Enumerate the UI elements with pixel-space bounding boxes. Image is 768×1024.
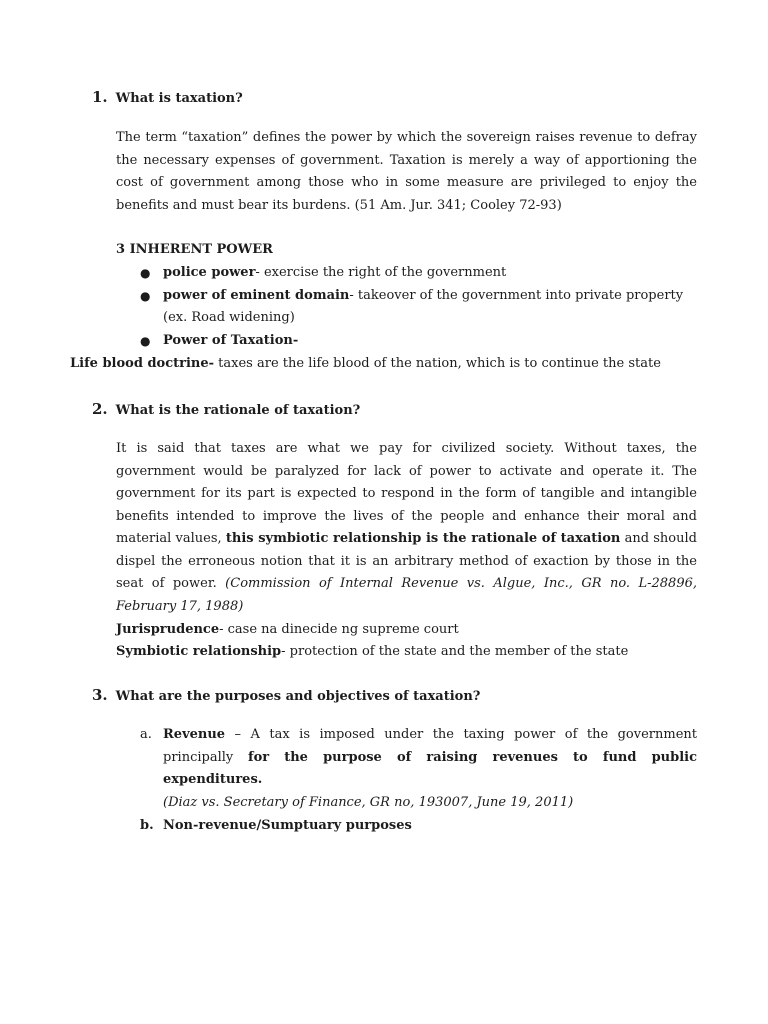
bullet-icon: ● — [140, 333, 151, 348]
purpose-a-label: a. — [140, 727, 152, 742]
question-2-heading — [92, 398, 360, 423]
question-1-heading — [92, 86, 243, 111]
bullet-desc: - takeover of the government into private property (ex. Road widening) — [163, 287, 684, 325]
bullet-icon: ● — [140, 266, 151, 280]
question-2-citation: (Commission of Internal Revenue vs. Algue, Inc., GR no. L-28896, February 17, 1988) — [116, 576, 697, 614]
bullet-desc: - exercise the right of the government — [255, 265, 507, 280]
list-item — [116, 330, 697, 353]
bullet-term: Power of Taxation- — [163, 332, 299, 348]
life-blood-doctrine — [70, 353, 690, 376]
inherent-power-list — [116, 262, 697, 352]
life-blood-desc: taxes are the life blood of the nation, which is to continue the state — [214, 356, 661, 371]
inherent-power-heading: 3 INHERENT POWER — [116, 242, 273, 257]
definition-jurisprudence: Jurisprudence- case na dinecide ng supreme court — [116, 622, 459, 637]
definition-symbiotic-relationship: Symbiotic relationship- protection of the state and the member of the state — [116, 644, 629, 659]
question-1-paragraph: The term “taxation” defines the power by which the sovereign raises revenue to defray the necessary expenses of government. Taxation is merely a way of apportioning the cost of government among those who in some measure are privileged to enjoy the benefits and must bear its burdens. (51 Am. Jur. 341; Cooley 72-93) — [116, 130, 697, 213]
question-3-heading — [92, 684, 480, 709]
question-2-number: 2. — [92, 400, 108, 418]
purpose-a-revenue — [140, 724, 697, 814]
purpose-b-label: b. — [140, 818, 154, 833]
bullet-term: police power — [163, 265, 256, 280]
bullet-icon: ● — [140, 288, 151, 303]
purpose-b-non-revenue — [140, 815, 697, 838]
question-3-number: 3. — [92, 686, 108, 704]
list-item — [116, 262, 697, 285]
purpose-b-term: Non-revenue/Sumptuary purposes — [163, 818, 412, 833]
question-2-paragraph: It is said that taxes are what we pay for civilized society. Without taxes, the government would be paralyzed for lack of power to activate and operate it. The government for its part is expected to respond in the form of tangible and intangible benefits intended to improve the lives of the people and enhance their moral and material values, this symbiotic relationship is the rationale of taxation and should dispel the erroneous notion that it is an arbitrary method of exaction by those in the seat of power. (Commission of Internal Revenue vs. Algue, Inc., GR no. L-28896, February 17, 1988) — [116, 441, 697, 614]
rationale-highlight: this symbiotic relationship is the rationale of taxation — [225, 531, 621, 546]
question-2-title: What is the rationale of taxation? — [115, 403, 361, 418]
life-blood-term: Life blood doctrine- — [70, 356, 215, 371]
list-item — [116, 285, 697, 330]
question-1-title: What is taxation? — [115, 91, 243, 106]
purpose-a-citation: (Diaz vs. Secretary of Finance, GR no, 193007, June 19, 2011) — [163, 794, 574, 810]
question-3-title: What are the purposes and objectives of taxation? — [115, 689, 481, 704]
question-1-number: 1. — [92, 88, 108, 106]
purpose-a-text: Revenue – A tax is imposed under the taxing power of the government principally for the purpose of raising revenues to fund public expenditures. (Diaz vs. Secretary of Finance, GR no, 193007, June 19, 2011) — [163, 727, 698, 810]
bullet-term: power of eminent domain — [163, 287, 350, 303]
